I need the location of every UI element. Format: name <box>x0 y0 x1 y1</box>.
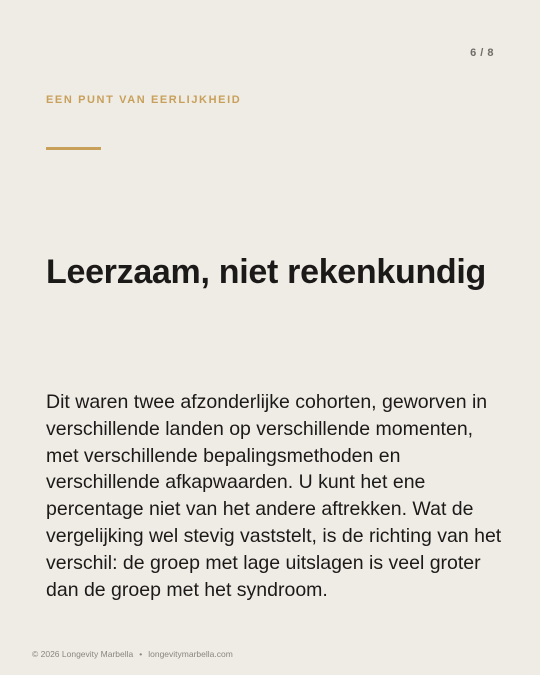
eyebrow-label: EEN PUNT VAN EERLIJKHEID <box>46 94 242 106</box>
footer-website-link[interactable]: longevitymarbella.com <box>148 649 233 659</box>
accent-divider <box>46 147 101 150</box>
footer-copyright: © 2026 Longevity Marbella <box>32 649 134 659</box>
body-paragraph: Dit waren twee afzonderlijke cohorten, geworven in verschillende landen op verschillende momenten, met verschillende bepalingsmethoden en verschillende afkapwaarden. U kunt het ene percentage niet van het andere aftrekken. Wat de vergelijking wel stevig vaststelt, is de richting van het verschil: de groep met lage uitslagen is veel groter dan de groep met het syndroom. <box>46 391 502 601</box>
footer-separator: • <box>139 649 143 659</box>
page-title: Leerzaam, niet rekenkundig <box>46 253 487 291</box>
page-counter: 6 / 8 <box>470 47 494 59</box>
footer <box>32 649 233 659</box>
